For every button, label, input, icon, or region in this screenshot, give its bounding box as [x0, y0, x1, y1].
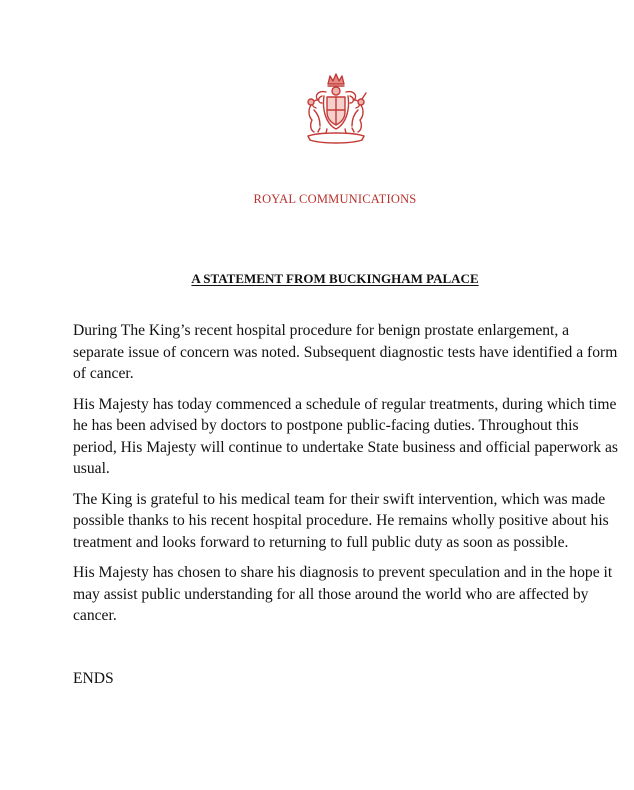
department-name: ROYAL COMMUNICATIONS: [253, 192, 417, 206]
statement-title: A STATEMENT FROM BUCKINGHAM PALACE: [191, 271, 479, 286]
statement-body: [73, 320, 618, 636]
statement-paragraph-2: His Majesty has today commenced a schedule of regular treatments, during which time he has been advised by doctors to postpone public-facing duties. Throughout this period, His Majesty will continue to undertake State business and official paperwork as usual.: [73, 395, 618, 477]
closing-ends: ENDS: [73, 670, 114, 687]
statement-paragraph-4: His Majesty has chosen to share his diagnosis to prevent speculation and in the hope it may assist public understanding for all those around the world who are affected by cancer.: [73, 564, 613, 624]
royal-coat-of-arms-icon: [290, 70, 382, 150]
statement-paragraph-3: The King is grateful to his medical team for their swift intervention, which was made possible thanks to his recent hospital procedure. He remains wholly positive about his treatment and looks forward to returning to full public duty as soon as possible.: [73, 490, 609, 551]
statement-paragraph-1: During The King’s recent hospital procedure for benign prostate enlargement, a separate issue of concern was noted. Subsequent diagnostic tests have identified a form of cancer.: [73, 322, 618, 382]
